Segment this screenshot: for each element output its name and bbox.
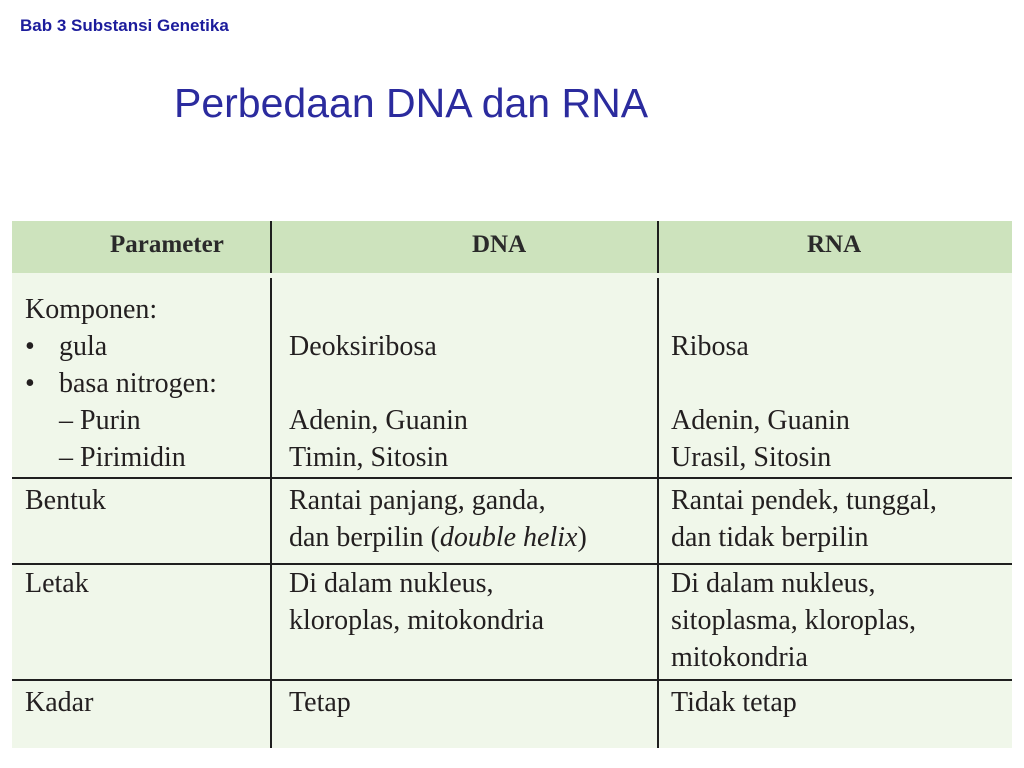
purin-item: – Purin xyxy=(59,405,141,436)
column-divider xyxy=(657,278,659,748)
table-row-komponen-rna xyxy=(671,328,850,476)
table-row-kadar-parameter: Kadar xyxy=(25,687,94,718)
header-parameter: Parameter xyxy=(110,231,224,258)
dna-pirimidin: Timin, Sitosin xyxy=(289,442,449,473)
table-row-komponen-dna xyxy=(289,328,468,476)
komponen-label: Komponen: xyxy=(25,294,158,325)
table-row-letak-parameter: Letak xyxy=(25,568,89,599)
pirimidin-item: – Pirimidin xyxy=(59,442,186,473)
dna-gula: Deoksiribosa xyxy=(289,331,437,362)
row-divider xyxy=(12,679,1012,681)
header-dna: DNA xyxy=(472,231,527,258)
table-row-kadar-dna: Tetap xyxy=(289,687,351,718)
gula-item: • gula xyxy=(25,331,108,362)
header-rna: RNA xyxy=(807,231,862,258)
column-divider xyxy=(270,221,272,273)
table-row-bentuk-rna: Rantai pendek, tunggal, dan tidak berpilin xyxy=(671,485,937,553)
table-header-row xyxy=(12,221,1012,273)
spacer xyxy=(671,365,850,402)
table-row-bentuk-dna: Rantai panjang, ganda, dan berpilin (double helix) xyxy=(289,485,587,553)
table-row-letak-dna: Di dalam nukleus, kloroplas, mitokondria xyxy=(289,568,545,636)
slide-header: Bab 3 Substansi Genetika xyxy=(20,16,229,35)
table-row-kadar-rna: Tidak tetap xyxy=(671,687,797,718)
table-row-bentuk-parameter: Bentuk xyxy=(25,485,106,516)
row-divider xyxy=(12,477,1012,479)
column-divider xyxy=(657,221,659,273)
rna-pirimidin: Urasil, Sitosin xyxy=(671,442,832,473)
table-row-komponen-parameter xyxy=(25,291,217,476)
slide-title: Perbedaan DNA dan RNA xyxy=(174,80,649,126)
comparison-table xyxy=(12,221,1012,748)
dna-purin: Adenin, Guanin xyxy=(289,405,468,436)
table-row-letak-rna: Di dalam nukleus, sitoplasma, kloroplas, mitokondria xyxy=(671,568,916,673)
spacer xyxy=(289,365,468,402)
rna-purin: Adenin, Guanin xyxy=(671,405,850,436)
rna-gula: Ribosa xyxy=(671,331,749,362)
basa-item: • basa nitrogen: xyxy=(25,368,217,399)
column-divider xyxy=(270,278,272,748)
